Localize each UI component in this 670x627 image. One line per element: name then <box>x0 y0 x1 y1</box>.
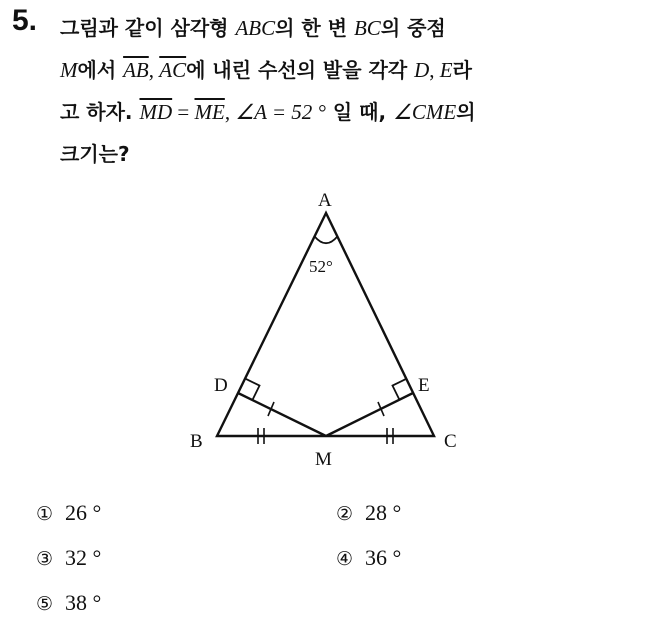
question-number: 5. <box>12 4 38 37</box>
side-name: BC <box>353 16 381 40</box>
choice-5-mark: ⑤ <box>36 593 54 615</box>
vertex-label-a: A <box>318 190 332 211</box>
stem-text: 에 내린 수선의 발을 각각 <box>186 58 415 82</box>
segment-me: $\overline{ME}$ <box>194 100 225 124</box>
point-e: E <box>439 58 453 82</box>
choice-3[interactable] <box>36 545 101 571</box>
vertex-label-c: C <box>444 431 457 452</box>
choice-3-mark: ③ <box>36 548 54 570</box>
choice-1-value: 26 ° <box>65 500 102 525</box>
vertex-label-e: E <box>418 375 430 396</box>
stem-text: 의 중점 <box>380 16 446 40</box>
choice-4-value: 36 ° <box>365 545 402 570</box>
stem-text: 의 <box>456 100 476 124</box>
triangle-name: ABC <box>235 16 276 40</box>
choice-3-value: 32 ° <box>65 545 102 570</box>
stem-text: 고 하자. <box>60 100 140 124</box>
segment-md-line <box>238 393 326 436</box>
angle-a-condition: ∠A = 52 ° <box>235 100 326 124</box>
angle-a-arc <box>315 236 338 243</box>
segment-ab: $\overline{AB}$ <box>123 58 149 82</box>
vertex-label-m: M <box>315 449 332 470</box>
segment-ac: $\overline{AC}$ <box>159 58 187 82</box>
equals-sign: = <box>172 100 195 124</box>
stem-text: 그림과 같이 삼각형 <box>60 16 236 40</box>
choice-1[interactable] <box>36 500 101 526</box>
stem-text: 일 때, <box>325 100 394 124</box>
angle-a-label: 52° <box>309 257 333 276</box>
vertex-label-d: D <box>214 375 228 396</box>
choice-1-mark: ① <box>36 503 54 525</box>
segment-md: $\overline{MD}$ <box>139 100 173 124</box>
angle-cme: ∠CME <box>393 100 457 124</box>
point-d: D <box>414 58 430 82</box>
choice-4[interactable] <box>336 545 401 571</box>
stem-text: 라 <box>452 58 472 82</box>
choice-2[interactable] <box>336 500 401 526</box>
vertex-label-b: B <box>190 431 203 452</box>
choice-4-mark: ④ <box>336 548 354 570</box>
stem-text: 에서 <box>77 58 124 82</box>
choice-5[interactable] <box>36 590 101 616</box>
separator: , <box>148 58 160 82</box>
choice-2-mark: ② <box>336 503 354 525</box>
stem-text: 의 한 변 <box>275 16 354 40</box>
separator: , <box>224 100 236 124</box>
triangle-abc <box>217 213 434 436</box>
choice-5-value: 38 ° <box>65 590 102 615</box>
separator: , <box>429 58 440 82</box>
point-m: M <box>60 58 78 82</box>
choice-2-value: 28 ° <box>365 500 402 525</box>
stem-text: 크기는? <box>60 142 130 166</box>
